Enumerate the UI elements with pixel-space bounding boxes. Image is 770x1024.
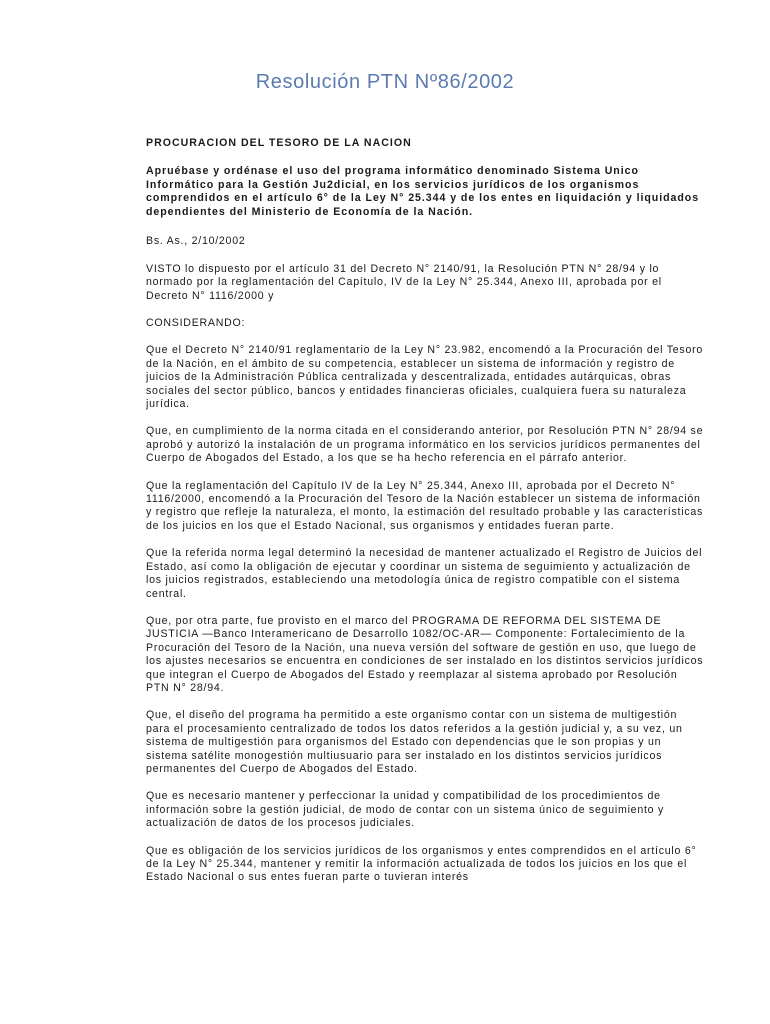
- resolution-summary: Apruébase y ordénase el uso del programa informático denominado Sistema Unico Informático para la Gestión Ju2dicial, en los servicios jurídicos de los organismos comprendidos en el artículo 6° de la Ley N° 25.344 y de los entes en liquidación y liquidados dependientes del Ministerio de Economía de la Nación.: [146, 165, 700, 218]
- body-paragraph: Que, en cumplimiento de la norma citada en el considerando anterior, por Resolución PTN N° 28/94 se aprobó y autorizó la instalación de un programa informático en los servicios jurídicos permanentes del Cuerpo de Abogados del Estado, a los que se ha hecho referencia en el párrafo anterior.: [146, 425, 704, 465]
- body-paragraph: Que, el diseño del programa ha permitido a este organismo contar con un sistema de multigestión para el procesamiento centralizado de todos los datos referidos a la gestión judicial y, a su vez, un sistema de multigestión para organismos del Estado con dependencias que le son propias y un sistema satélite monogestión multiusuario para ser instalado en los distintos servicios jurídicos permanentes del Cuerpo de Abogados del Estado.: [146, 709, 683, 775]
- body-paragraph: Que es necesario mantener y perfeccionar la unidad y compatibilidad de los procedimientos de información sobre la gestión judicial, de modo de contar con un sistema único de seguimiento y actualización de datos de los procesos judiciales.: [146, 790, 665, 830]
- issuing-body-heading: PROCURACION DEL TESORO DE LA NACION: [146, 137, 412, 149]
- body-paragraph: Que la reglamentación del Capítulo IV de la Ley N° 25.344, Anexo III, aprobada por el Decreto N° 1116/2000, encomendó a la Procuración del Tesoro de la Nación establecer un sistema de información y registro que refleje la naturaleza, el monto, la estimación del resultado probable y las características de los juicios en los que el Estado Nacional, sus organismos y entidades fueran parte.: [146, 479, 704, 532]
- body-paragraph: Que, por otra parte, fue provisto en el marco del PROGRAMA DE REFORMA DEL SISTEMA DE JUSTICIA —Banco Interamericano de Desarrollo 1082/OC-AR— Componente: Fortalecimiento de la Procuración del Tesoro de la Nación, una nueva versión del software de gestión en uso, que luego de los ajustes necesarios se encuentra en condiciones de ser instalado en los distintos servicios jurídicos que integran el Cuerpo de Abogados del Estado y reemplazar al sistema aprobado por Resolución PTN N° 28/94.: [146, 614, 704, 694]
- body-paragraph: Que el Decreto N° 2140/91 reglamentario de la Ley N° 23.982, encomendó a la Procuración del Tesoro de la Nación, en el ámbito de su competencia, establecer un sistema de información y registro de juicios de la Administración Pública centralizada y descentralizada, entidades autárquicas, obras sociales del sector público, bancos y entidades financieras oficiales, cualquiera fuera su naturaleza jurídica.: [146, 344, 704, 411]
- visto-paragraph: VISTO lo dispuesto por el artículo 31 del Decreto N° 2140/91, la Resolución PTN N° 28/94 y lo normado por la reglamentación del Capítulo, IV de la Ley N° 25.344, Anexo III, aprobada por el Decreto N° 1116/2000 y: [146, 262, 662, 302]
- considerando-label: CONSIDERANDO:: [146, 317, 246, 329]
- body-paragraph: Que la referida norma legal determinó la necesidad de mantener actualizado el Registro de Juicios del Estado, así como la obligación de ejecutar y coordinar un sistema de seguimiento y actualización de los juicios registrados, estableciendo una metodología única de registro compatible con el sistema central.: [146, 547, 703, 600]
- body-paragraph: Que es obligación de los servicios jurídicos de los organismos y entes comprendidos en el artículo 6° de la Ley N° 25.344, mantener y remitir la información actualizada de todos los juicios en los que el Estado Nacional o sus entes fueran parte o tuvieran interés: [146, 844, 697, 884]
- document-title: Resolución PTN Nº86/2002: [255, 71, 515, 93]
- date-line: Bs. As., 2/10/2002: [146, 235, 246, 248]
